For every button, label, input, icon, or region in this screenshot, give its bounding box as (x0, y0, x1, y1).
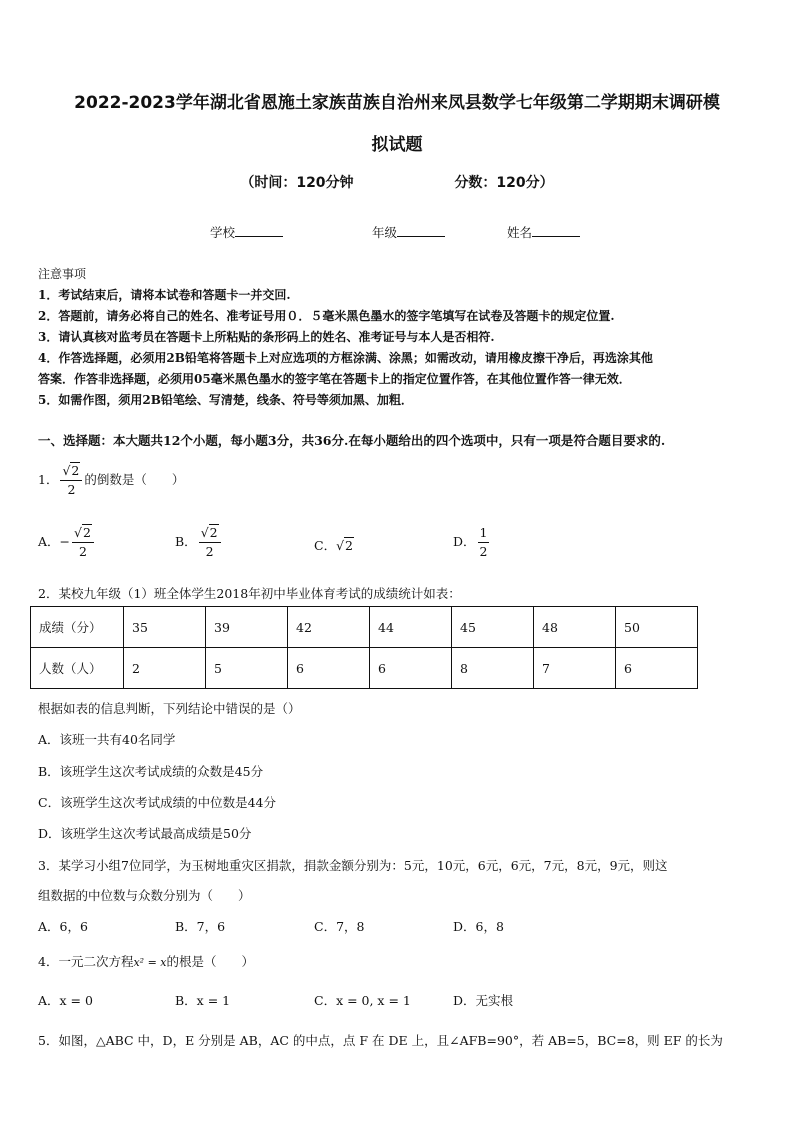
q1-option-c[interactable]: C．√2 (314, 538, 353, 553)
exam-score: 分数：120分） (454, 175, 554, 191)
q1-option-a[interactable]: A．− $\frac{√2}{2}$ (38, 524, 96, 561)
table-cell: 39 (206, 607, 288, 648)
q3-line2: 组数据的中位数与众数分别为（ ） (38, 888, 251, 903)
q3-option-c[interactable]: C．7，8 (314, 919, 365, 934)
q3-option-d[interactable]: D．6，8 (453, 919, 504, 934)
q4-option-a[interactable]: A．x = 0 (38, 993, 93, 1008)
table-cell: 6 (370, 648, 452, 689)
notes-section (38, 264, 760, 411)
q2-option-d[interactable]: D．该班学生这次考试最高成绩是50分 (38, 826, 252, 841)
q2-intro: 2．某校九年级（1）班全体学生2018年初中毕业体育考试的成绩统计如表： (38, 586, 461, 601)
table-cell: 44 (370, 607, 452, 648)
name-field[interactable] (507, 223, 580, 241)
table-cell: 48 (534, 607, 616, 648)
table-cell: 人数（人） (31, 648, 124, 689)
q3-option-b[interactable]: B．7，6 (175, 919, 226, 934)
table-row (31, 607, 698, 648)
q4-option-d[interactable]: D．无实根 (453, 993, 514, 1008)
table-cell: 成绩（分） (31, 607, 124, 648)
q1-option-b[interactable]: B． $\frac{√2}{2}$ (175, 524, 223, 561)
table-cell: 6 (288, 648, 370, 689)
table-cell: 2 (124, 648, 206, 689)
q4-option-b[interactable]: B．x = 1 (175, 993, 231, 1008)
question-4 (38, 952, 254, 970)
note-item: 2．答题前，请务必将自己的姓名、准考证号用０．５毫米黑色墨水的签字笔填写在试卷及答题卡的规定位置. (38, 309, 615, 323)
note-item: 3．请认真核对监考员在答题卡上所粘贴的条形码上的姓名、准考证号与本人是否相符. (38, 330, 495, 344)
exam-time: （时间：120分钟 (240, 175, 354, 191)
table-row (31, 648, 698, 689)
school-field[interactable] (210, 223, 283, 241)
section-heading: 一、选择题：本大题共12个小题，每小题3分，共36分.在每小题给出的四个选项中，只有一项是符合题目要求的. (38, 433, 666, 448)
q2-option-c[interactable]: C．该班学生这次考试成绩的中位数是44分 (38, 795, 276, 810)
table-cell: 42 (288, 607, 370, 648)
score-table (30, 606, 698, 689)
exam-title-line2: 拟试题 (371, 135, 423, 155)
note-item: 1．考试结束后，请将本试卷和答题卡一并交回. (38, 288, 291, 302)
table-cell: 6 (616, 648, 698, 689)
table-cell: 8 (452, 648, 534, 689)
q3-option-a[interactable]: A．6，6 (38, 919, 88, 934)
note-item: 4．作答选择题，必须用2B铅笔将答题卡上对应选项的方框涂满、涂黑；如需改动，请用橡皮擦干净后，再选涂其他 (38, 351, 653, 365)
grade-field[interactable] (372, 223, 445, 241)
school-label: 学校 (210, 225, 236, 240)
table-cell: 7 (534, 648, 616, 689)
exam-title-line1: 2022-2023学年湖北省恩施土家族苗族自治州来凤县数学七年级第二学期期末调研模 (74, 93, 720, 113)
table-cell: 5 (206, 648, 288, 689)
exam-meta (0, 172, 794, 192)
q1-text: 的倒数是（ ） (84, 472, 185, 487)
q4-pre: 4．一元二次方程 (38, 954, 134, 969)
q4-equation: x² = x (133, 956, 167, 969)
name-label: 姓名 (507, 225, 533, 240)
table-cell: 50 (616, 607, 698, 648)
q1-number: 1． (38, 472, 59, 487)
grade-label: 年级 (372, 225, 398, 240)
q2-option-b[interactable]: B．该班学生这次考试成绩的众数是45分 (38, 764, 264, 779)
question-1 (38, 462, 184, 499)
q2-option-a[interactable]: A．该班一共有40名同学 (38, 732, 176, 747)
q4-post: 的根是（ ） (166, 954, 255, 969)
q5-line1: 5．如图，△ABC 中，D，E 分别是 AB，AC 的中点，点 F 在 DE 上，且∠AFB=90°，若 AB=5，BC=8，则 EF 的长为 (38, 1033, 723, 1048)
q3-line1: 3．某学习小组7位同学，为玉树地重灾区捐款，捐款金额分别为：5元，10元，6元，6元，7元，8元，9元，则这 (38, 858, 668, 873)
q1-fraction: $\frac{√2}{2}$ (60, 462, 82, 499)
table-cell: 45 (452, 607, 534, 648)
table-cell: 35 (124, 607, 206, 648)
q1-option-d[interactable]: D． $\frac{1}{2}$ (453, 525, 488, 559)
note-item: 5．如需作图，须用2B铅笔绘、写清楚，线条、符号等须加黑、加粗． (38, 393, 413, 407)
q4-option-c[interactable]: C．x = 0, x = 1 (314, 993, 411, 1008)
notes-heading: 注意事项 (38, 267, 87, 281)
q2-question: 根据如表的信息判断，下列结论中错误的是（） (38, 701, 301, 716)
note-item: 答案．作答非选择题，必须用05毫米黑色墨水的签字笔在答题卡上的指定位置作答，在其他位置作答一律无效． (38, 372, 631, 386)
